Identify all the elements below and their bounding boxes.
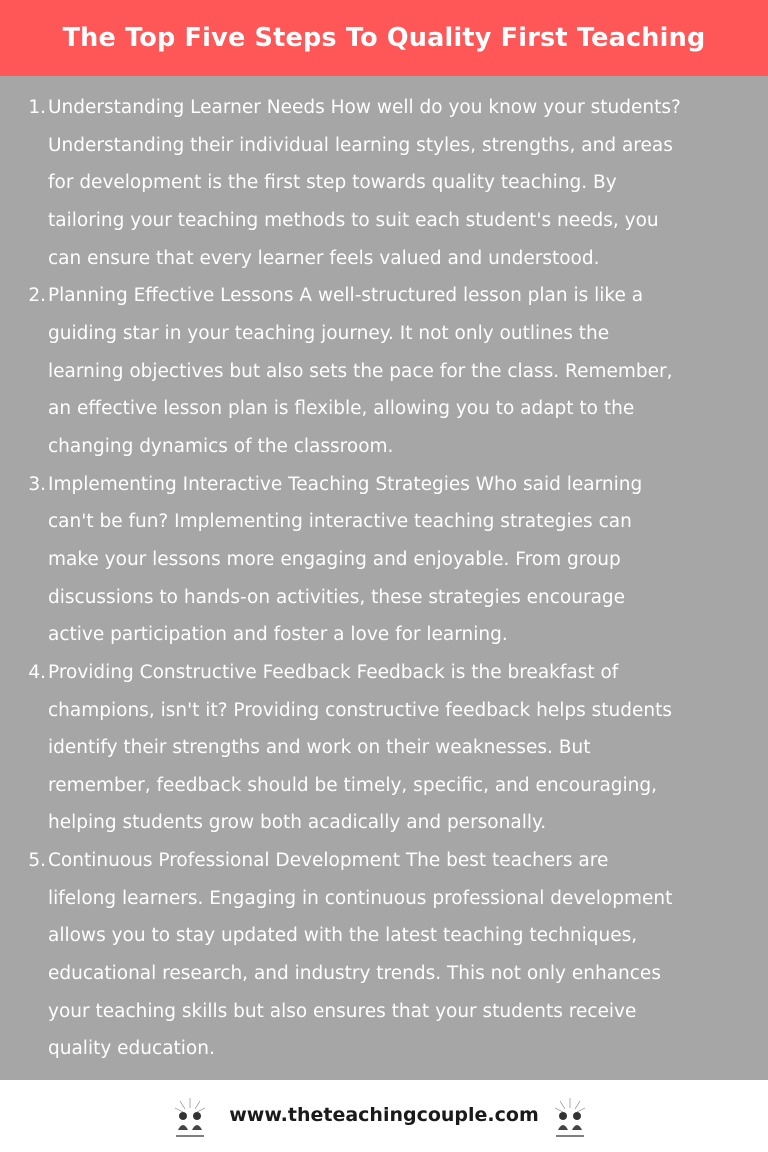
- step-number: 5.: [28, 850, 46, 872]
- step-text-line: quality education.: [48, 1038, 215, 1060]
- step-text-line: tailoring your teaching methods to suit each student's needs, you: [48, 209, 659, 231]
- step-text-line: Continuous Professional Development The best teachers are: [48, 850, 609, 872]
- step-text-line: make your lessons more engaging and enjoyable. From group: [48, 548, 621, 570]
- step-number: 4.: [28, 661, 46, 683]
- step-text-line: changing dynamics of the classroom.: [48, 435, 394, 457]
- step-item: [0, 842, 681, 1068]
- step-text-line: Planning Effective Lessons A well-structured lesson plan is like a: [48, 285, 644, 307]
- page-title: The Top Five Steps To Quality First Teaching: [62, 23, 706, 53]
- website-url: www.theteachingcouple.com: [229, 1104, 539, 1126]
- step-text-line: guiding star in your teaching journey. It not only outlines the: [48, 322, 610, 344]
- header-banner: [0, 0, 768, 76]
- step-item: [0, 466, 681, 654]
- step-text-line: lifelong learners. Engaging in continuous professional development: [48, 887, 673, 909]
- step-text-line: learning objectives but also sets the pace for the class. Remember,: [48, 360, 673, 382]
- step-text-line: remember, feedback should be timely, specific, and encouraging,: [48, 774, 658, 796]
- step-text-line: Understanding their individual learning styles, strengths, and areas: [48, 134, 673, 156]
- steps-list: [0, 89, 681, 1068]
- step-text-line: identify their strengths and work on their weaknesses. But: [48, 737, 591, 759]
- step-number: 2.: [28, 285, 46, 307]
- step-text-line: discussions to hands-on activities, these strategies encourage: [48, 586, 626, 608]
- step-item: [0, 654, 681, 842]
- step-text-line: active participation and foster a love for learning.: [48, 624, 508, 646]
- step-text-line: allows you to stay updated with the latest teaching techniques,: [48, 925, 638, 947]
- step-text-line: educational research, and industry trends. This not only enhances: [48, 963, 661, 985]
- step-number: 3.: [28, 473, 46, 495]
- teaching-couple-logo-icon: [550, 1096, 590, 1140]
- step-number: 1.: [28, 97, 46, 118]
- step-text-line: champions, isn't it? Providing constructive feedback helps students: [48, 699, 673, 721]
- step-text-line: Implementing Interactive Teaching Strategies Who said learning: [48, 473, 643, 495]
- step-text-line: helping students grow both acadically and personally.: [48, 812, 547, 834]
- step-text-line: an effective lesson plan is flexible, allowing you to adapt to the: [48, 398, 635, 420]
- step-text-line: for development is the first step towards quality teaching. By: [48, 172, 617, 194]
- step-text-line: your teaching skills but also ensures that your students receive: [48, 1000, 637, 1022]
- step-text-line: can ensure that every learner feels valued and understood.: [48, 247, 600, 269]
- step-item: [0, 277, 681, 465]
- content-panel: [0, 76, 768, 1080]
- step-item: [0, 89, 681, 277]
- step-text-line: Providing Constructive Feedback Feedback is the breakfast of: [48, 661, 619, 683]
- footer: [0, 1080, 768, 1152]
- step-text-line: Understanding Learner Needs How well do you know your students?: [48, 97, 681, 118]
- step-text-line: can't be fun? Implementing interactive teaching strategies can: [48, 511, 632, 533]
